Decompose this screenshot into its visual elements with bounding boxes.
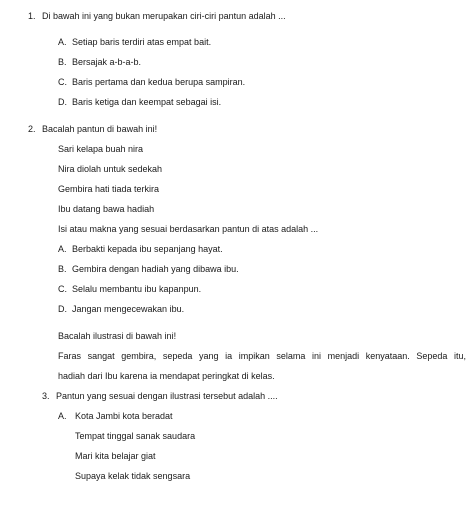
illustration-intro: Bacalah ilustrasi di bawah ini!: [58, 331, 177, 341]
q1-option-a-letter: A.: [58, 37, 67, 47]
q3-option-a-letter: A.: [58, 411, 67, 421]
question-3-number: 3.: [42, 391, 50, 401]
question-2-text: Bacalah pantun di bawah ini!: [42, 124, 158, 134]
pantun-line-2: Nira diolah untuk sedekah: [58, 164, 163, 174]
q2-option-d-text: Jangan mengecewakan ibu.: [72, 304, 185, 314]
q1-option-c-text: Baris pertama dan kedua berupa sampiran.: [72, 77, 246, 87]
q2-option-a-text: Berbakti kepada ibu sepanjang hayat.: [72, 244, 223, 254]
q3-option-a-line-4: Supaya kelak tidak sengsara: [75, 471, 191, 481]
q2-option-c-letter: C.: [58, 284, 67, 294]
question-1-text: Di bawah ini yang bukan merupakan ciri-ciri pantun adalah ...: [42, 11, 286, 21]
q1-option-a-text: Setiap baris terdiri atas empat bait.: [72, 37, 212, 47]
question-2-number: 2.: [28, 124, 36, 134]
question-2-prompt: Isi atau makna yang sesuai berdasarkan pantun di atas adalah ...: [58, 224, 319, 234]
q1-option-b-letter: B.: [58, 57, 67, 67]
question-3-text: Pantun yang sesuai dengan ilustrasi tersebut adalah ....: [56, 391, 278, 401]
q1-option-c-letter: C.: [58, 77, 67, 87]
q1-option-b-text: Bersajak a-b-a-b.: [72, 57, 142, 67]
q3-option-a-line-2: Tempat tinggal sanak saudara: [75, 431, 196, 441]
q2-option-b-letter: B.: [58, 264, 67, 274]
q2-option-c-text: Selalu membantu ibu kapanpun.: [72, 284, 202, 294]
q3-option-a-line-3: Mari kita belajar giat: [75, 451, 156, 461]
pantun-line-3: Gembira hati tiada terkira: [58, 184, 160, 194]
illustration-passage-line-2: hadiah dari Ibu karena ia mendapat peringkat di kelas.: [58, 371, 275, 381]
q2-option-d-letter: D.: [58, 304, 67, 314]
pantun-line-4: Ibu datang bawa hadiah: [58, 204, 155, 214]
pantun-line-1: Sari kelapa buah nira: [58, 144, 144, 154]
q3-option-a-line-1: Kota Jambi kota beradat: [75, 411, 173, 421]
q1-option-d-letter: D.: [58, 97, 67, 107]
q2-option-a-letter: A.: [58, 244, 67, 254]
q1-option-d-text: Baris ketiga dan keempat sebagai isi.: [72, 97, 222, 107]
q2-option-b-text: Gembira dengan hadiah yang dibawa ibu.: [72, 264, 239, 274]
illustration-passage-line-1: Faras sangat gembira, sepeda yang ia impikan selama ini menjadi kenyataan. Sepeda itu,: [58, 351, 466, 361]
question-1-number: 1.: [28, 11, 36, 21]
